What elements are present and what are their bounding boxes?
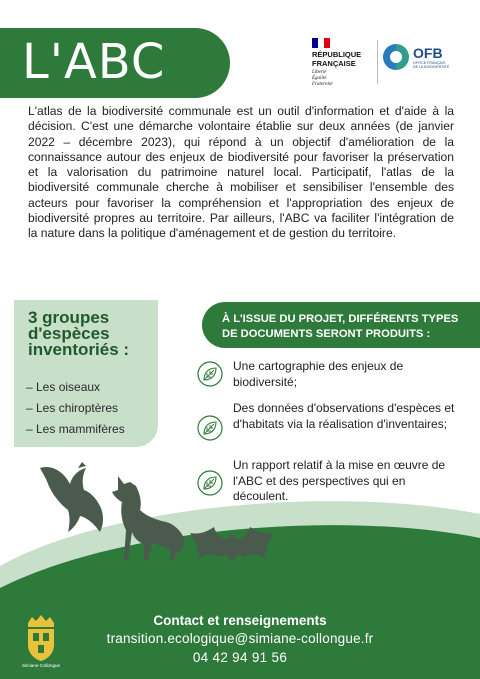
leaf-icon <box>197 470 223 496</box>
french-flag-icon <box>312 38 330 48</box>
bat-silhouette-icon <box>190 527 274 565</box>
ofb-emblem-icon <box>383 44 409 70</box>
species-group-item: – Les chiroptères <box>26 401 119 415</box>
species-group-item: – Les oiseaux <box>26 380 101 394</box>
ofb-logo <box>383 44 463 74</box>
republique-francaise-name: RÉPUBLIQUE FRANÇAISE <box>312 50 362 68</box>
species-group-item: – Les mammifères <box>26 422 125 436</box>
republique-francaise-logo <box>312 38 374 93</box>
document-item-text: Un rapport relatif à la mise en œuvre de l'ABC et des perspectives qui en découlent. <box>233 458 446 503</box>
species-groups-title: 3 groupes d'espèces inventoriés : <box>28 308 130 359</box>
bird-silhouette-icon <box>38 458 108 534</box>
crest-label: Simiane-Collongue <box>21 663 61 668</box>
species-groups-list <box>26 377 125 440</box>
intro-paragraph: L'atlas de la biodiversité communale est un outil d'information et d'aide à la décision. C'est une démarche volontaire établie sur deux années (de janvier 2022 – décembre 2023), qui répond à un objectif d'amélioration de la connaissance autour des enjeux de biodiversité pour favoriser la préservation et la valorisation du patrimoine naturel local. Participatif, l'atlas de la biodiversité communale cherche à mobiliser et sensibiliser l'ensemble des acteurs pour favoriser la compréhension et l'appropriation des enjeux de biodiversité propres au territoire. Par ailleurs, l'ABC va faciliter l'intégration de la nature dans la politique d'aménagement et de gestion du territoire. <box>28 104 454 240</box>
logo-divider <box>377 40 378 84</box>
republique-francaise-motto: Liberté Égalité Fraternité <box>312 70 333 87</box>
ofb-subtitle: OFFICE FRANÇAIS DE LA BIODIVERSITÉ <box>413 61 450 70</box>
species-groups-card <box>14 300 158 447</box>
document-item-text: Une cartographie des enjeux de biodiversité; <box>233 359 404 389</box>
ofb-name: OFB <box>413 45 443 61</box>
wolf-silhouette-icon <box>110 472 188 562</box>
contact-email[interactable]: transition.ecologique@simiane-collongue.fr <box>106 631 374 646</box>
document-item-text: Des données d'observations d'espèces et d'habitats via la réalisation d'inventaires; <box>233 401 455 431</box>
leaf-icon <box>197 415 223 441</box>
contact-title: Contact et renseignements <box>153 613 327 628</box>
contact-phone[interactable]: 04 42 94 91 56 <box>192 650 288 665</box>
documents-heading: À L'ISSUE DU PROJET, DIFFÉRENTS TYPES DE DOCUMENTS SERONT PRODUITS : <box>222 313 459 340</box>
leaf-icon <box>197 361 223 387</box>
page-title: L'ABC <box>22 34 166 90</box>
documents-banner <box>202 302 480 348</box>
